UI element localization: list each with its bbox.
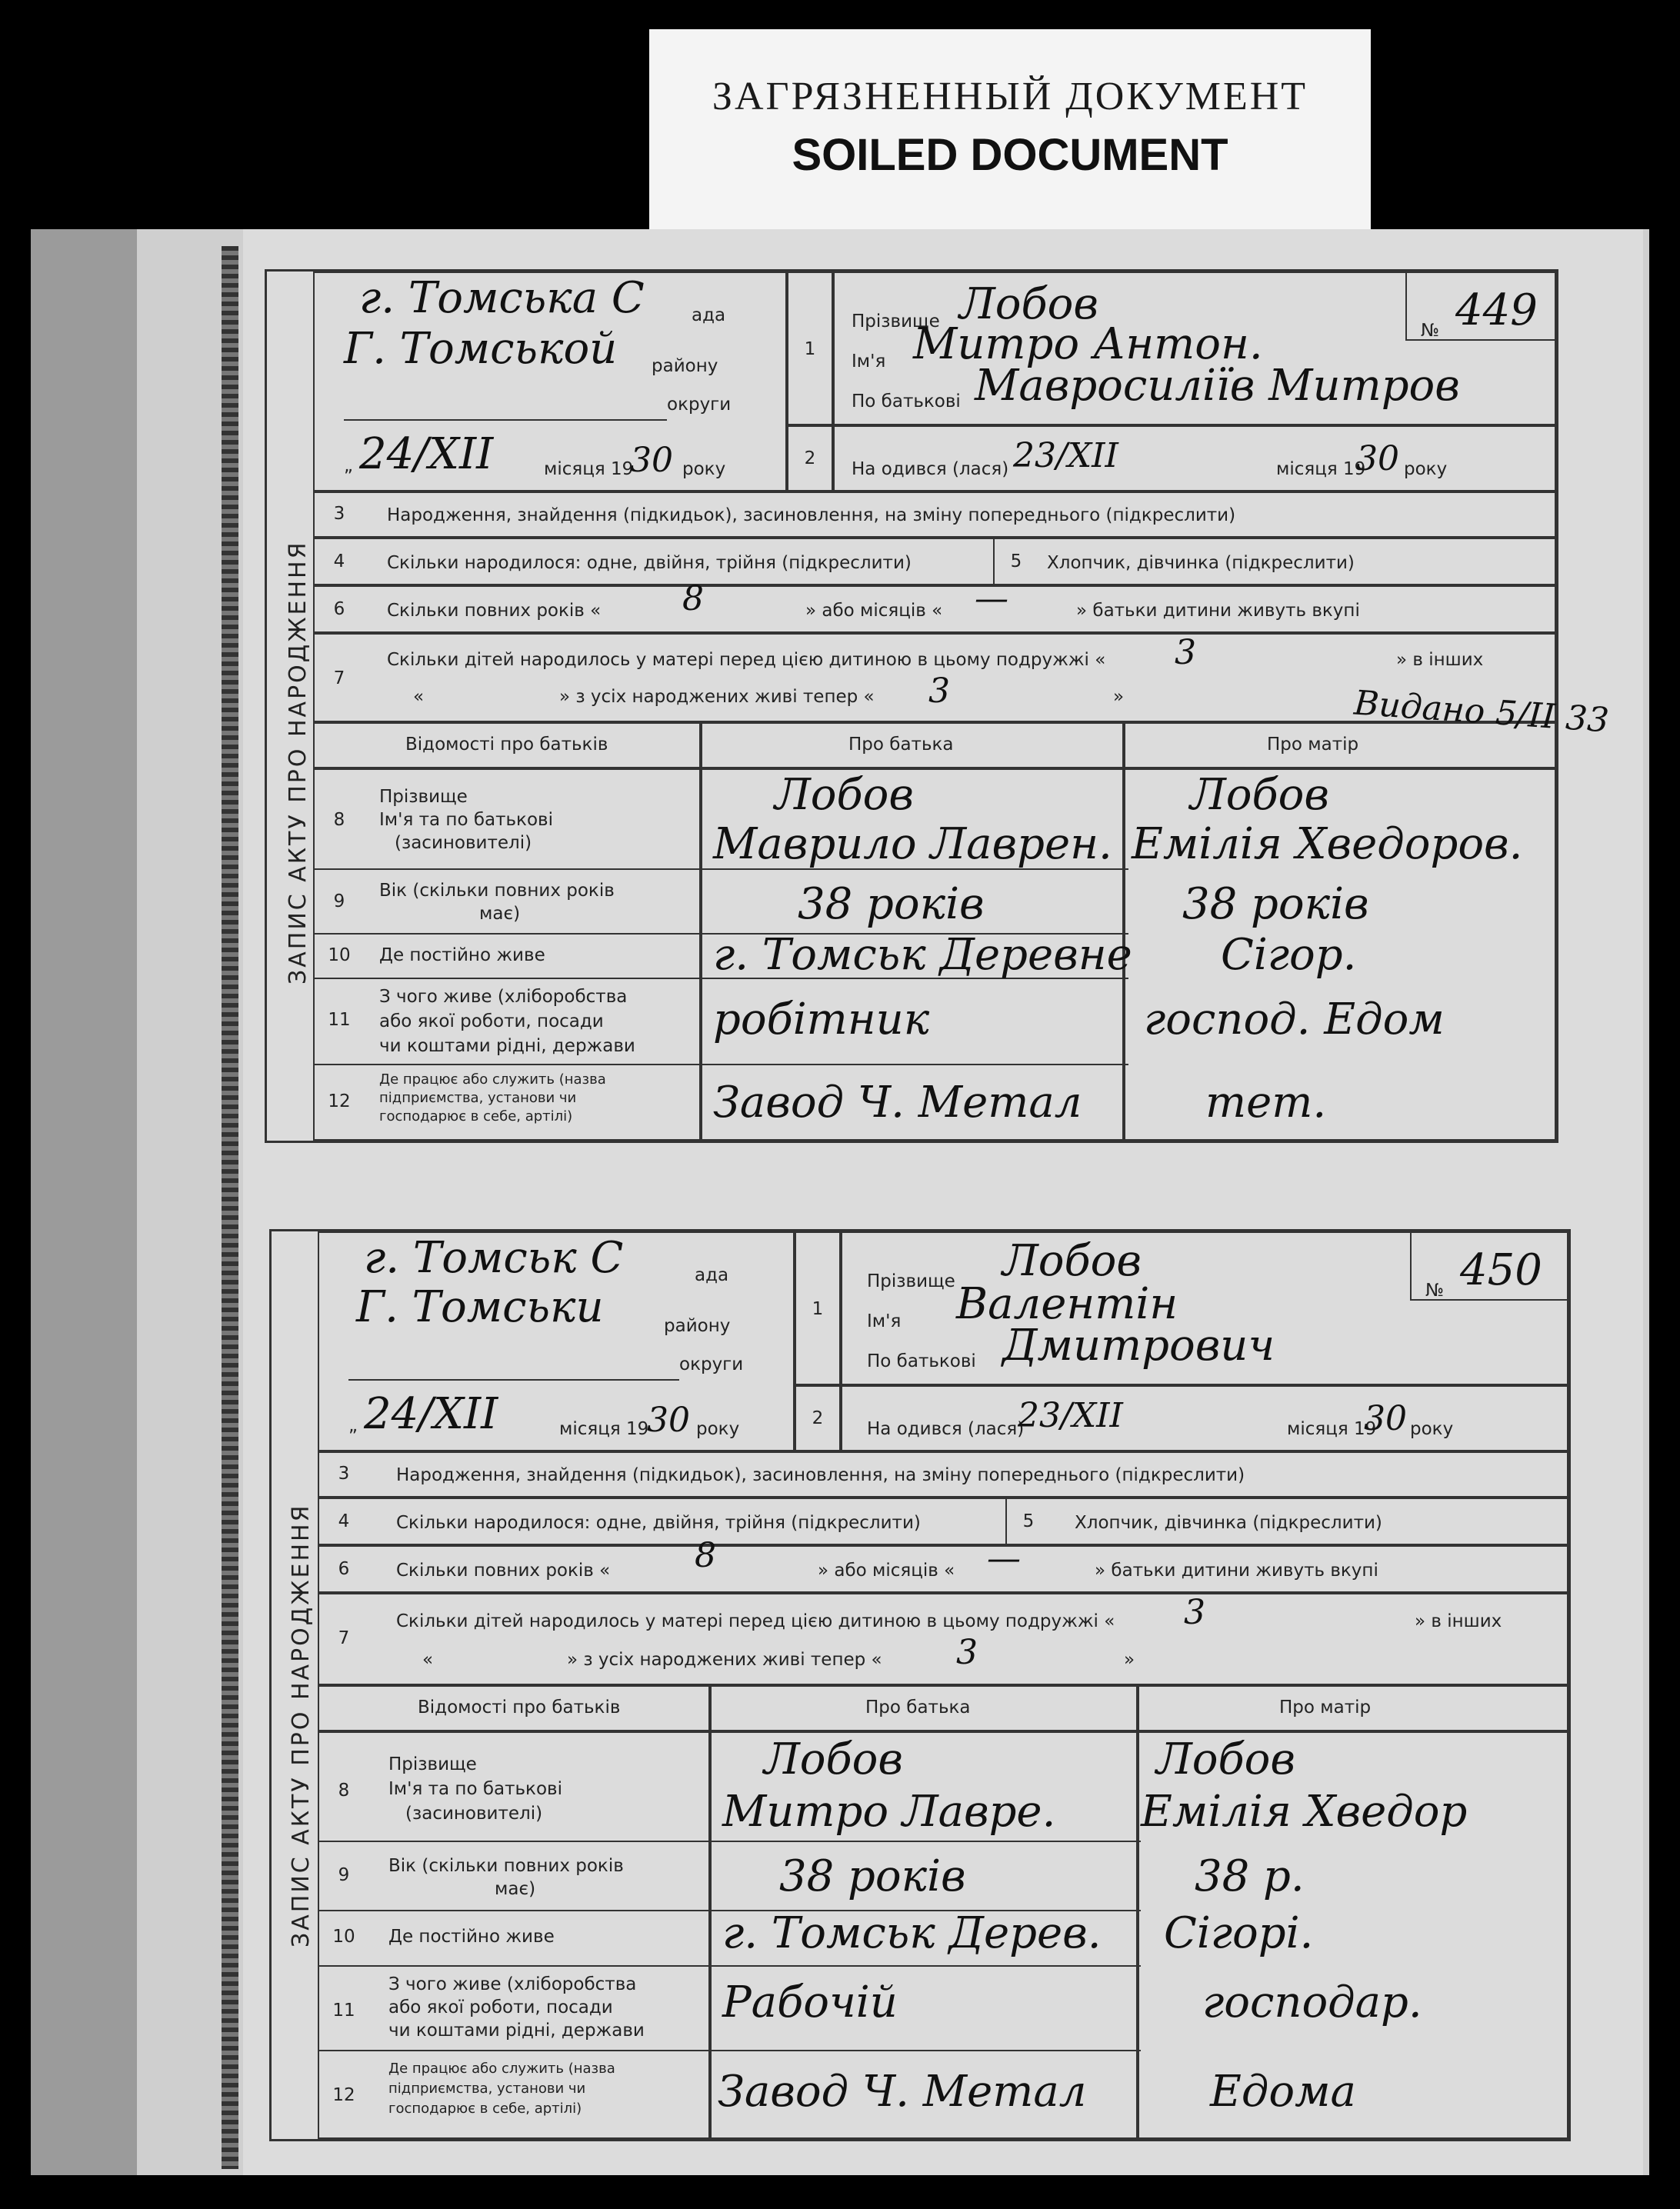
hw-father-name: Маврило Лаврен. <box>713 819 1112 869</box>
hw-child-surname: Лобов <box>959 279 1098 329</box>
parents-header-father: Про батька <box>848 735 954 755</box>
hw-mother-surname: Лобов <box>1190 770 1329 820</box>
book-binding <box>31 229 137 2175</box>
hw-father-surname: Лобов <box>775 770 914 820</box>
parents-header-mother: Про матір <box>1279 1698 1372 1718</box>
name-label: Ім'я <box>852 352 886 371</box>
hw-birth-year: 30 <box>1356 439 1399 478</box>
hw-mother-age: 38 років <box>1182 879 1369 929</box>
hw-birth-date: 23/XII <box>1013 436 1118 475</box>
hw-child-patronymic: Дмитрович <box>1002 1321 1275 1371</box>
hw-mother-workplace: тет. <box>1205 1078 1327 1128</box>
hw-mother-workplace: Едома <box>1210 2067 1356 2117</box>
reg-year-label: року <box>682 459 726 479</box>
rada-label: ада <box>695 1265 729 1285</box>
parents-header-mother: Про матір <box>1267 735 1359 755</box>
born-label: На одився (лася) <box>867 1419 1025 1439</box>
record-side-title: ЗАПИС АКТУ ПРО НАРОДЖЕННЯ <box>285 540 312 985</box>
hw-rada: г. Томськ С <box>364 1233 624 1283</box>
row-4-text: Скільки народилося: одне, двійня, трійня (підкреслити) <box>387 553 912 573</box>
hw-father-workplace: Завод Ч. Метал <box>713 1078 1082 1128</box>
okruh-label: округи <box>667 395 732 415</box>
row-3-text: Народження, знайдення (підкидьок), засиновлення, на зміну попереднього (підкреслити) <box>387 505 1236 525</box>
hw-father-residence: г. Томськ Деревне <box>713 930 1132 980</box>
surname-label: Прізвище <box>867 1271 955 1291</box>
hw-years-together: 8 <box>695 1536 716 1575</box>
hw-prior-children: 3 <box>1184 1593 1205 1632</box>
record-side-title: ЗАПИС АКТУ ПРО НАРОДЖЕННЯ <box>288 1503 315 1947</box>
birth-month-label: місяця 19 <box>1276 459 1366 479</box>
okruh-label: округи <box>679 1354 744 1374</box>
hw-rada: г. Томська С <box>359 273 645 323</box>
margin-note: Видано 5/II 33 <box>1352 683 1611 741</box>
reg-year-label: року <box>696 1419 740 1439</box>
hw-father-age: 38 років <box>779 1851 966 1901</box>
hw-father-residence: г. Томськ Дерев. <box>722 1908 1102 1958</box>
hw-raion: Г. Томськи <box>356 1282 604 1332</box>
hw-father-age: 38 років <box>798 879 985 929</box>
parents-header-info: Відомості про батьків <box>405 735 608 755</box>
hw-living-children: 3 <box>928 671 950 711</box>
row-3-text: Народження, знайдення (підкидьок), засиновлення, на зміну попереднього (підкреслити) <box>396 1465 1245 1485</box>
record-form: г. Томська С ада Г. Томськой району округи „ 24/XII місяця 19 30 року 1 Прізвище Лобов Ім'я Митро Антон. По батькові Мавросиліїв Митров № 449 2 На одився (лася) 23/XII місяця 19 30 року 3 Народження, знайдення (підкидьок), засиновлення, на зміну попереднього (підкреслити) 4 Скільки народилося: одне, двійня, трійня (підкреслити) 5 Хлопчик, дівчинка (підкреслити) 6 Скільки повних років « 8 » або місяців « — » батьки дитини живуть вкупі 7 Скільки дітей народилось у матері перед цією дитиною в цьому подружжі « 3 » в інших « » з усіх народжених живі тепер « 3 » Відомості про батьків Про батька Про матір 8 Прізвище Ім'я та по батькові (засиновителі) Лобов Маврило Лаврен. Лобов Емілія Хведоров. 9 Вік (скільки повних років має) 38 років 38 років 10 Де постійно живе г. Томськ Деревне Сігор. 11 З чого живе (хліборобства або якої роботи, посади чи коштами рідні, держави робітник господ. Едом 12 Де працює або служить (назва підприємства, установи чи господарює в себе, артілі) Завод Ч. Метал тет. <box>265 269 1558 1143</box>
hw-father-name: Митро Лавре. <box>722 1787 1056 1837</box>
hw-father-surname: Лобов <box>764 1734 903 1784</box>
hw-mother-age: 38 р. <box>1195 1851 1305 1901</box>
hw-child-surname: Лобов <box>1002 1236 1142 1286</box>
hw-child-name: Валентін <box>956 1279 1178 1329</box>
patronymic-label: По батькові <box>867 1351 976 1371</box>
reg-month-label: місяця 19 <box>559 1419 649 1439</box>
surname-label: Прізвище <box>852 312 940 332</box>
row-4-text: Скільки народилося: одне, двійня, трійня (підкреслити) <box>396 1513 921 1533</box>
soiled-document-label <box>649 29 1371 231</box>
parents-header-info: Відомості про батьків <box>418 1698 621 1718</box>
hw-months-together: — <box>987 1539 1021 1578</box>
record-form: г. Томськ С ада Г. Томськи району округи „ 24/XII місяця 19 30 року 1 Прізвище Лобов Ім'я Валентін По батькові Дмитрович № 450 2 На одився (лася) 23/XII місяця 19 30 року 3 Народження, знайдення (підкидьок), засиновлення, на зміну попереднього (підкреслити) 4 Скільки народилося: одне, двійня, трійня (підкреслити) 5 Хлопчик, дівчинка (підкреслити) 6 Скільки повних років « 8 » або місяців « — » батьки дитини живуть вкупі 7 Скільки дітей народилось у матері перед цією дитиною в цьому подружжі « 3 » в інших « » з усіх народжених живі тепер « 3 » Відомості про батьків Про батька Про матір 8 Прізвище Ім'я та по батькові (засиновителі) Лобов Митро Лавре. Лобов Емілія Хведор 9 Вік (скільки повних років має) 38 років 38 р. 10 Де постійно живе г. Томськ Дерев. Сігорі. 11 З чого живе (хліборобства або якої роботи, посади чи коштами рідні, держави Рабочій господар. 12 Де працює або служить (назва підприємства, установи чи господарює в себе, артілі) Завод Ч. Метал Едома <box>269 1229 1571 2141</box>
hw-reg-year: 30 <box>647 1401 690 1440</box>
born-label: На одився (лася) <box>852 459 1009 479</box>
label-english: SOILED DOCUMENT <box>792 130 1228 180</box>
hw-mother-residence: Сігорі. <box>1164 1908 1314 1958</box>
number-label: № <box>1421 321 1439 341</box>
hw-prior-children: 3 <box>1175 633 1196 672</box>
number-label: № <box>1425 1281 1444 1301</box>
hw-reg-year: 30 <box>630 441 673 480</box>
birth-date-block <box>833 425 1556 491</box>
hw-mother-surname: Лобов <box>1156 1734 1295 1784</box>
raion-label: району <box>652 356 718 376</box>
hw-birth-date: 23/XII <box>1018 1396 1123 1435</box>
hw-father-occupation: робітник <box>713 995 930 1045</box>
birth-date-block <box>841 1385 1568 1451</box>
row-number: 1 <box>804 339 816 359</box>
hw-birth-year: 30 <box>1364 1399 1407 1438</box>
hw-child-patronymic: Мавросиліїв Митров <box>975 361 1460 411</box>
hw-father-workplace: Завод Ч. Метал <box>718 2067 1087 2117</box>
hw-father-occupation: Рабочій <box>722 1977 898 2027</box>
birth-month-label: місяця 19 <box>1287 1419 1377 1439</box>
hw-mother-name: Емілія Хведоров. <box>1132 819 1523 869</box>
hw-record-number: 449 <box>1455 285 1538 335</box>
hw-reg-date: 24/XII <box>364 1389 498 1439</box>
hw-mother-name: Емілія Хведор <box>1141 1787 1468 1837</box>
hw-child-name: Митро Антон. <box>913 319 1263 369</box>
birth-year-label: року <box>1410 1419 1454 1439</box>
hw-record-number: 450 <box>1460 1245 1542 1295</box>
parents-header-father: Про батька <box>865 1698 971 1718</box>
row-5-text: Хлопчик, дівчинка (підкреслити) <box>1075 1513 1382 1533</box>
raion-label: району <box>664 1316 731 1336</box>
hw-reg-date: 24/XII <box>359 429 494 479</box>
hw-mother-occupation: господар. <box>1202 1977 1422 2027</box>
label-russian: ЗАГРЯЗНЕННЫЙ ДОКУМЕНТ <box>712 75 1308 118</box>
hw-mother-occupation: господ. Едом <box>1144 995 1445 1045</box>
hw-living-children: 3 <box>956 1633 978 1672</box>
reg-month-label: місяця 19 <box>544 459 634 479</box>
hw-months-together: — <box>975 579 1008 618</box>
name-label: Ім'я <box>867 1311 902 1331</box>
hw-years-together: 8 <box>682 579 704 618</box>
row-5-text: Хлопчик, дівчинка (підкреслити) <box>1047 553 1355 573</box>
birth-year-label: року <box>1404 459 1448 479</box>
date-prefix: „ <box>344 456 353 476</box>
hw-raion: Г. Томськой <box>344 324 618 374</box>
rada-label: ада <box>692 305 726 325</box>
hw-mother-residence: Сігор. <box>1221 930 1357 980</box>
patronymic-label: По батькові <box>852 391 961 411</box>
date-prefix: „ <box>348 1416 358 1436</box>
binding-stitching <box>222 246 238 2169</box>
